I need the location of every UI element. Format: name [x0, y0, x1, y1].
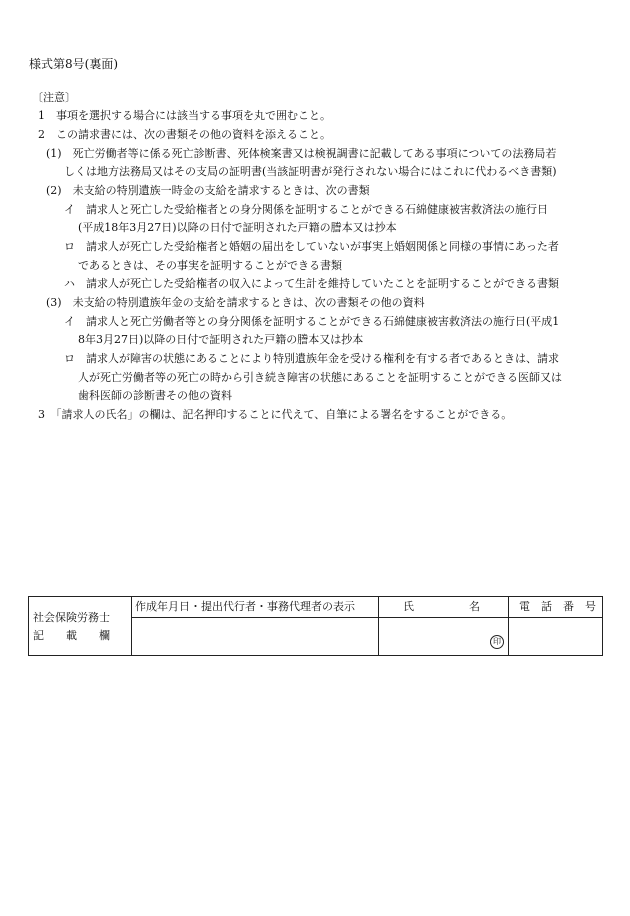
note-item-2-2-ha: ハ 請求人が死亡した受給権者の収入によって生計を維持していたことを証明することができる書類	[64, 277, 559, 290]
note-item-2-2-i-line2: (平成18年3月27日)以降の日付で証明された戸籍の謄本又は抄本	[78, 221, 397, 234]
col-header-preparation-info: 作成年月日・提出代行者・事務代理者の表示	[135, 600, 355, 613]
note-item-1: 1 事項を選択する場合には該当する事項を丸で囲むこと。	[38, 109, 331, 122]
note-item-2-2-ro-line1: ロ 請求人が死亡した受給権者と婚姻の届出をしていないが事実上婚姻関係と同様の事情にあった者	[64, 240, 559, 253]
note-item-2-3-ro-line1: ロ 請求人が障害の状態にあることにより特別遺族年金を受ける権利を有する者であるときは、請求	[64, 352, 559, 365]
note-item-2-3: (3) 未支給の特別遺族年金の支給を請求するときは、次の書類その他の資料	[46, 296, 425, 309]
note-item-2: 2 この請求書には、次の書類その他の資料を添えること。	[38, 128, 331, 141]
note-item-3: 3 「請求人の氏名」の欄は、記名押印することに代えて、自筆による署名をすることができる。	[38, 408, 513, 421]
seal-stamp-icon: 印	[490, 635, 504, 649]
note-item-2-2-ro-line2: であるときは、その事実を証明することができる書類	[78, 259, 342, 272]
form-title: 様式第8号(裏面)	[29, 57, 118, 71]
note-item-2-2: (2) 未支給の特別遺族一時金の支給を請求するときは、次の書類	[46, 184, 370, 197]
row-label-line2: 記 載 欄	[33, 629, 110, 642]
row-label-line1: 社会保険労務士	[33, 611, 110, 624]
note-item-2-3-i-line1: イ 請求人と死亡労働者等との身分関係を証明することができる石綿健康被害救済法の施行日(平成1	[64, 315, 560, 328]
note-item-2-1-line1: (1) 死亡労働者等に係る死亡診断書、死体検案書又は検視調書に記載してある事項についての法務局若	[46, 147, 557, 160]
col-header-phone: 電 話 番 号	[519, 600, 596, 613]
notes-heading: 〔注意〕	[32, 91, 76, 104]
note-item-2-3-ro-line2: 人が死亡労働者等の死亡の時から引き続き障害の状態にあることを証明することができる医師又は	[78, 371, 562, 384]
note-item-2-2-i-line1: イ 請求人と死亡した受給権者との身分関係を証明することができる石綿健康被害救済法の施行日	[64, 203, 548, 216]
name-field[interactable]	[379, 618, 507, 655]
note-item-2-3-i-line2: 8年3月27日)以降の日付で証明された戸籍の謄本又は抄本	[78, 333, 364, 346]
sharoushi-entry-table	[28, 596, 603, 656]
note-item-2-3-ro-line3: 歯科医師の診断書その他の資料	[78, 389, 232, 402]
preparation-info-field[interactable]	[132, 618, 377, 655]
phone-field[interactable]	[509, 618, 602, 655]
col-header-name: 氏 名	[403, 600, 480, 613]
note-item-2-1-line2: しくは地方法務局又はその支局の証明書(当該証明書が発行されない場合にはこれに代わるべき書類)	[64, 165, 557, 178]
